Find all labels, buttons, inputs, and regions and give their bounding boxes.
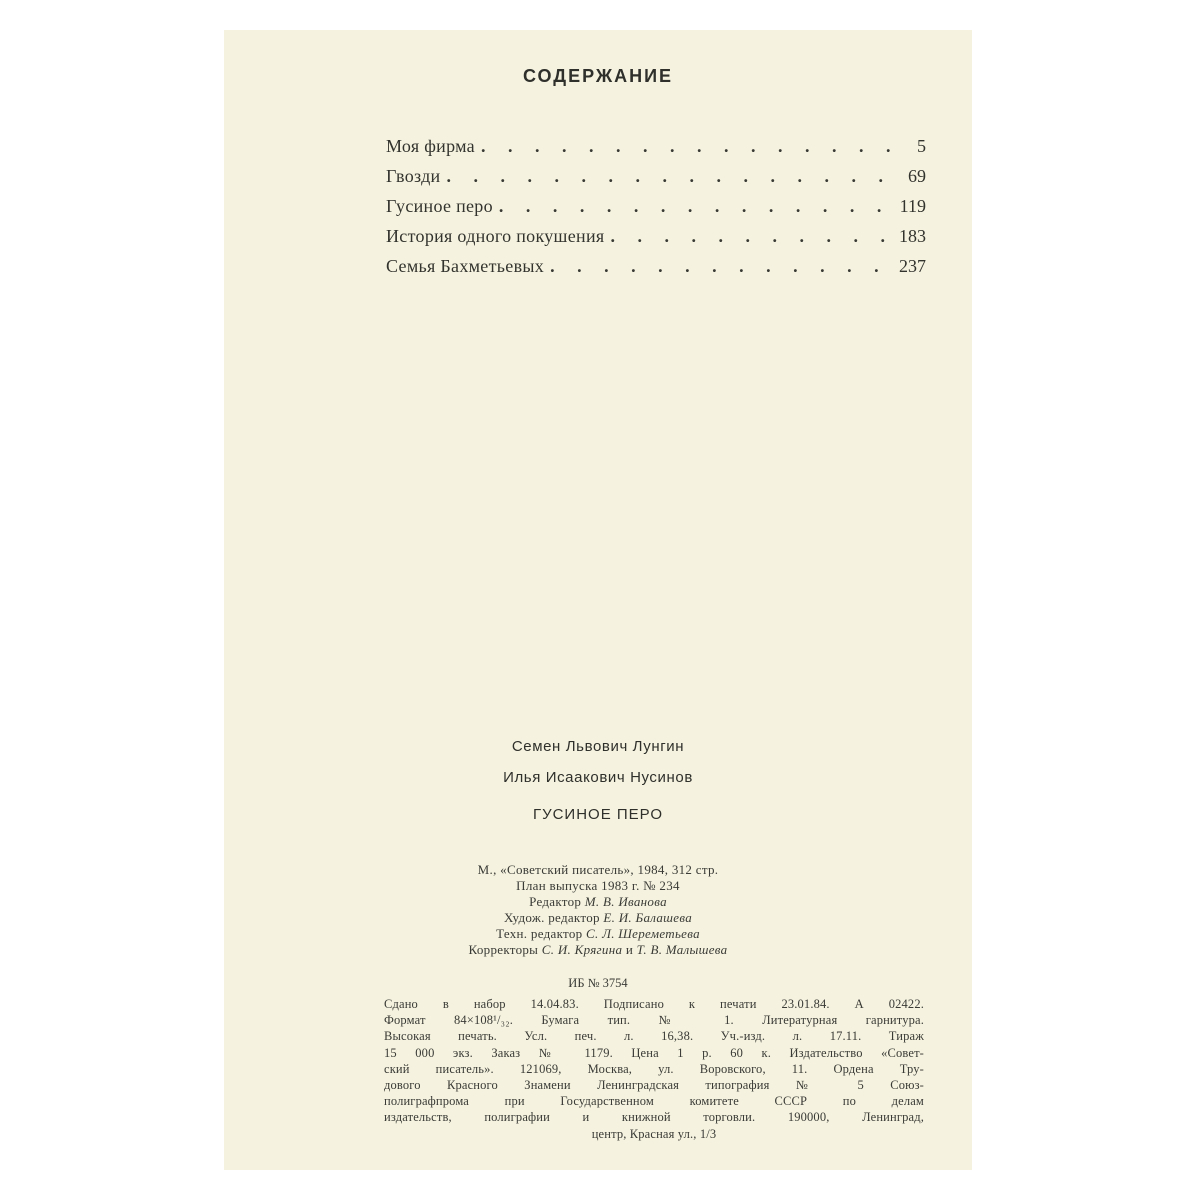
toc-entry-page: 69 bbox=[908, 166, 926, 186]
toc-dot-leader bbox=[446, 166, 904, 187]
author-name: Илья Исаакович Нусинов bbox=[503, 769, 693, 786]
toc-entry bbox=[386, 226, 926, 256]
colophon-line: 15 000 экз. Заказ № 1179. Цена 1 р. 60 к. Издательство «Совет- bbox=[384, 1045, 924, 1060]
table-of-contents bbox=[386, 136, 926, 286]
colophon-line: Сдано в набор 14.04.83. Подписано к печати 23.01.84. А 02422. bbox=[384, 997, 924, 1011]
toc-title: СОДЕРЖАНИЕ bbox=[522, 66, 674, 86]
book-title: ГУСИНОЕ ПЕРО bbox=[532, 806, 664, 823]
tech-editor-name: С. Л. Шереметьева bbox=[586, 926, 700, 941]
toc-dot-leader bbox=[610, 226, 895, 247]
editor-name: М. В. Иванова bbox=[584, 894, 667, 909]
colophon-line: Формат 84×108¹/₃₂. Бумага тип. № 1. Литературная гарнитура. bbox=[384, 1013, 924, 1028]
toc-entry bbox=[386, 136, 926, 166]
imprint-correctors-line bbox=[224, 942, 972, 958]
art-editor-prefix: Худож. редактор bbox=[503, 910, 600, 925]
editor-prefix: Редактор bbox=[529, 894, 582, 909]
toc-entry-label: Гвозди bbox=[386, 166, 441, 186]
toc-entry-label: Семья Бахметьевых bbox=[386, 256, 545, 276]
toc-dot-leader bbox=[481, 136, 912, 157]
imprint-block bbox=[224, 862, 972, 958]
colophon bbox=[384, 996, 924, 1142]
toc-entry-page: 237 bbox=[899, 256, 926, 276]
imprint-publisher-line: М., «Советский писатель», 1984, 312 стр. bbox=[477, 862, 719, 877]
colophon-line: полиграфпрома при Государственном комитете СССР по делам bbox=[384, 1094, 924, 1109]
toc-entry bbox=[386, 256, 926, 286]
toc-dot-leader bbox=[550, 256, 895, 277]
correctors-prefix: Корректоры bbox=[468, 942, 539, 957]
toc-entry-page: 183 bbox=[899, 226, 926, 246]
colophon-line: ский писатель». 121069, Москва, ул. Воровского, 11. Ордена Тру- bbox=[384, 1061, 924, 1076]
toc-entry-page: 5 bbox=[917, 136, 926, 156]
conjunction: и bbox=[625, 942, 634, 957]
author-name: Семен Львович Лунгин bbox=[511, 738, 685, 755]
art-editor-name: Е. И. Балашева bbox=[603, 910, 693, 925]
imprint-art-editor-line bbox=[224, 910, 972, 926]
colophon-line: издательств, полиграфии и книжной торговли. 190000, Ленинград, bbox=[384, 1110, 924, 1125]
imprint-tech-editor-line bbox=[224, 926, 972, 942]
colophon-line: центр, Красная ул., 1/3 bbox=[591, 1126, 717, 1141]
book-page bbox=[224, 30, 972, 1170]
imprint-editor-line bbox=[224, 894, 972, 910]
toc-entry bbox=[386, 166, 926, 196]
toc-entry-label: История одного покушения bbox=[386, 226, 605, 246]
colophon-line: дового Красного Знамени Ленинградская типография № 5 Союз- bbox=[384, 1078, 924, 1093]
toc-entry-label: Гусиное перо bbox=[386, 196, 493, 216]
corrector-name: С. И. Крягина bbox=[541, 942, 623, 957]
toc-entry-label: Моя фирма bbox=[386, 136, 475, 156]
toc-entry bbox=[386, 196, 926, 226]
imprint-plan-line: План выпуска 1983 г. № 234 bbox=[516, 878, 680, 893]
toc-dot-leader bbox=[499, 196, 896, 217]
tech-editor-prefix: Техн. редактор bbox=[496, 926, 583, 941]
corrector-name: Т. В. Малышева bbox=[636, 942, 728, 957]
ib-number: ИБ № 3754 bbox=[568, 976, 628, 990]
toc-entry-page: 119 bbox=[899, 196, 926, 216]
colophon-line: Высокая печать. Усл. печ. л. 16,38. Уч.-изд. л. 17.11. Тираж bbox=[384, 1029, 924, 1044]
